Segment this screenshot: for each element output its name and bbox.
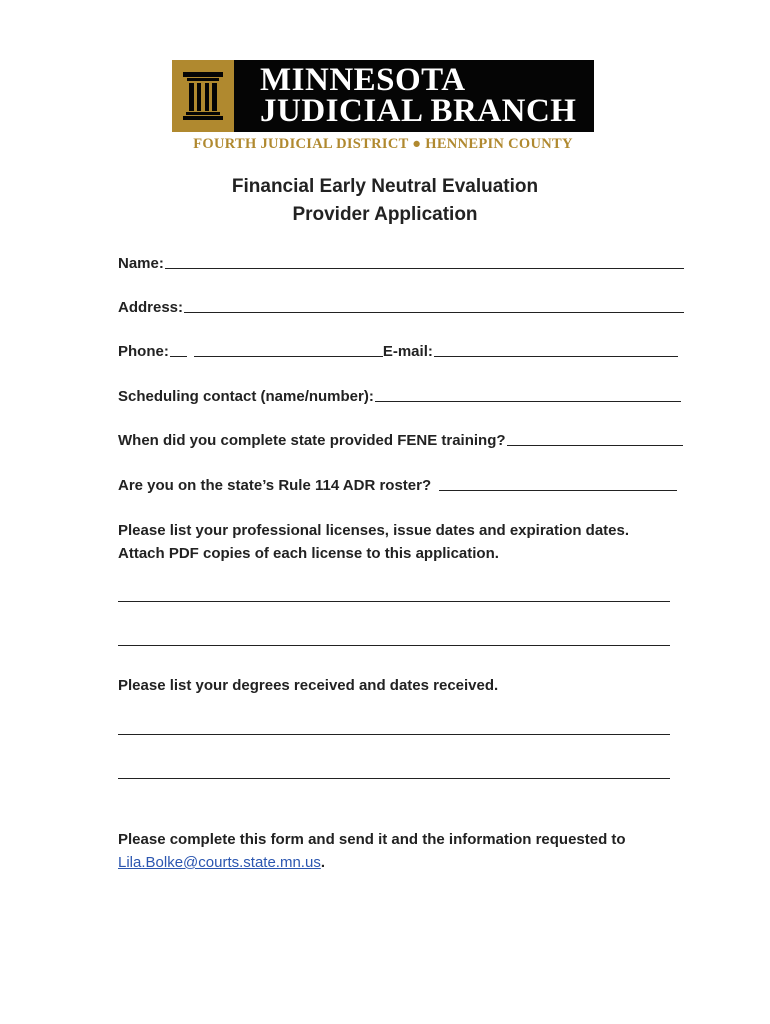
licenses-line-2: Attach PDF copies of each license to this application.	[118, 545, 499, 562]
logo-subtitle: FOURTH JUDICIAL DISTRICT ● HENNEPIN COUNTY	[193, 136, 573, 152]
license-blank-line-1[interactable]	[118, 601, 670, 602]
name-label: Name:	[118, 255, 164, 272]
courthouse-columns-icon	[172, 60, 234, 132]
degree-blank-line-1[interactable]	[118, 734, 670, 735]
email-label: E-mail:	[382, 343, 433, 360]
name-field	[118, 255, 684, 272]
logo-line-2: JUDICIAL BRANCH	[260, 93, 577, 129]
scheduling-contact-label: Scheduling contact (name/number):	[118, 388, 374, 405]
phone-prefix-blank-line[interactable]	[170, 356, 187, 357]
rule-114-field	[118, 477, 677, 494]
licenses-line-1: Please list your professional licenses, issue dates and expiration dates.	[118, 522, 630, 539]
rule-114-blank-line[interactable]	[439, 490, 677, 491]
page-subtitle: Provider Application	[292, 204, 478, 225]
address-label: Address:	[118, 299, 184, 316]
email-blank-line[interactable]	[434, 356, 678, 357]
address-blank-line[interactable]	[184, 312, 684, 313]
submission-instructions	[118, 828, 626, 874]
page-title: Financial Early Neutral Evaluation	[231, 176, 539, 197]
phone-blank-line[interactable]	[194, 356, 383, 357]
logo-wordmark	[260, 62, 577, 129]
contact-email-link[interactable]: Lila.Bolke@courts.state.mn.us	[118, 854, 321, 871]
license-blank-line-2[interactable]	[118, 645, 670, 646]
scheduling-contact-blank-line[interactable]	[375, 401, 681, 402]
name-blank-line[interactable]	[165, 268, 684, 269]
degrees-prompt: Please list your degrees received and dates received.	[118, 677, 499, 694]
rule-114-label: Are you on the state’s Rule 114 ADR roster?	[118, 477, 432, 494]
scheduling-contact-field	[118, 388, 681, 405]
submission-email-line	[118, 851, 626, 874]
submission-period: .	[320, 854, 325, 871]
fene-training-field	[118, 432, 683, 449]
submission-text: Please complete this form and send it and the information requested to	[118, 831, 626, 848]
fene-training-blank-line[interactable]	[507, 445, 683, 446]
degree-blank-line-2[interactable]	[118, 778, 670, 779]
licenses-instructions	[118, 519, 629, 565]
fene-training-label: When did you complete state provided FENE training?	[118, 432, 506, 449]
phone-email-field	[118, 343, 678, 360]
address-field	[118, 299, 684, 316]
logo-line-1: MINNESOTA	[260, 62, 466, 98]
phone-label: Phone:	[118, 343, 169, 360]
logo-banner	[172, 60, 594, 132]
